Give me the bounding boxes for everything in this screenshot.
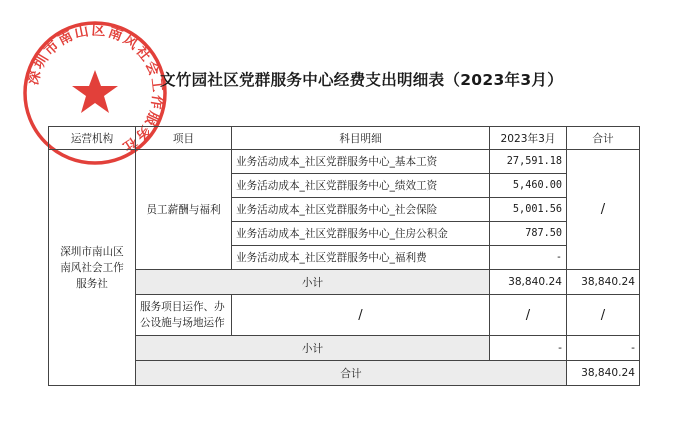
subtotal-total: 38,840.24 (567, 270, 640, 295)
header-month: 2023年3月 (490, 127, 567, 150)
group1-total-cell: / (567, 150, 640, 270)
subtotal-label: 小计 (136, 270, 490, 295)
table-row (49, 295, 640, 336)
amount-cell: 27,591.18 (490, 150, 567, 174)
item-cell: 业务活动成本_社区党群服务中心_福利费 (232, 246, 490, 270)
header-project: 项目 (136, 127, 232, 150)
table-header-row (49, 127, 640, 150)
subtotal-amount: - (490, 336, 567, 361)
item-cell: 业务活动成本_社区党群服务中心_基本工资 (232, 150, 490, 174)
amount-cell: 5,460.00 (490, 174, 567, 198)
header-total: 合计 (567, 127, 640, 150)
project-line: 服务项目运作、办 (140, 301, 225, 313)
grand-total-amount: 38,840.24 (567, 361, 640, 386)
subtotal-amount: 38,840.24 (490, 270, 567, 295)
project-operations (136, 295, 232, 336)
subtotal-row (49, 270, 640, 295)
amount-cell: / (490, 295, 567, 336)
expense-table (48, 126, 640, 386)
subtotal-label: 小计 (136, 336, 490, 361)
header-org: 运营机构 (49, 127, 136, 150)
org-cell (49, 150, 136, 386)
item-cell: 业务活动成本_社区党群服务中心_绩效工资 (232, 174, 490, 198)
grand-total-label: 合计 (136, 361, 567, 386)
org-line: 服务社 (76, 277, 108, 290)
table-row (49, 150, 640, 174)
page-title: 文竹园社区党群服务中心经费支出明细表（2023年3月） (160, 71, 564, 89)
project-salary: 员工薪酬与福利 (136, 150, 232, 270)
amount-cell: - (490, 246, 567, 270)
item-cell: 业务活动成本_社区党群服务中心_住房公积金 (232, 222, 490, 246)
item-cell: 业务活动成本_社区党群服务中心_社会保险 (232, 198, 490, 222)
project-line: 公设施与场地运作 (140, 317, 225, 329)
subtotal-total: - (567, 336, 640, 361)
grand-total-row (49, 361, 640, 386)
org-line: 南风社会工作 (60, 261, 124, 274)
subtotal-row (49, 336, 640, 361)
amount-cell: 5,001.56 (490, 198, 567, 222)
svg-text:深圳市南山区南风社会工作服务社: 深圳市南山区南风社会工作服务社 (25, 22, 166, 156)
org-line: 深圳市南山区 (60, 245, 124, 258)
total-cell: / (567, 295, 640, 336)
amount-cell: 787.50 (490, 222, 567, 246)
item-cell: / (232, 295, 490, 336)
header-item: 科目明细 (232, 127, 490, 150)
